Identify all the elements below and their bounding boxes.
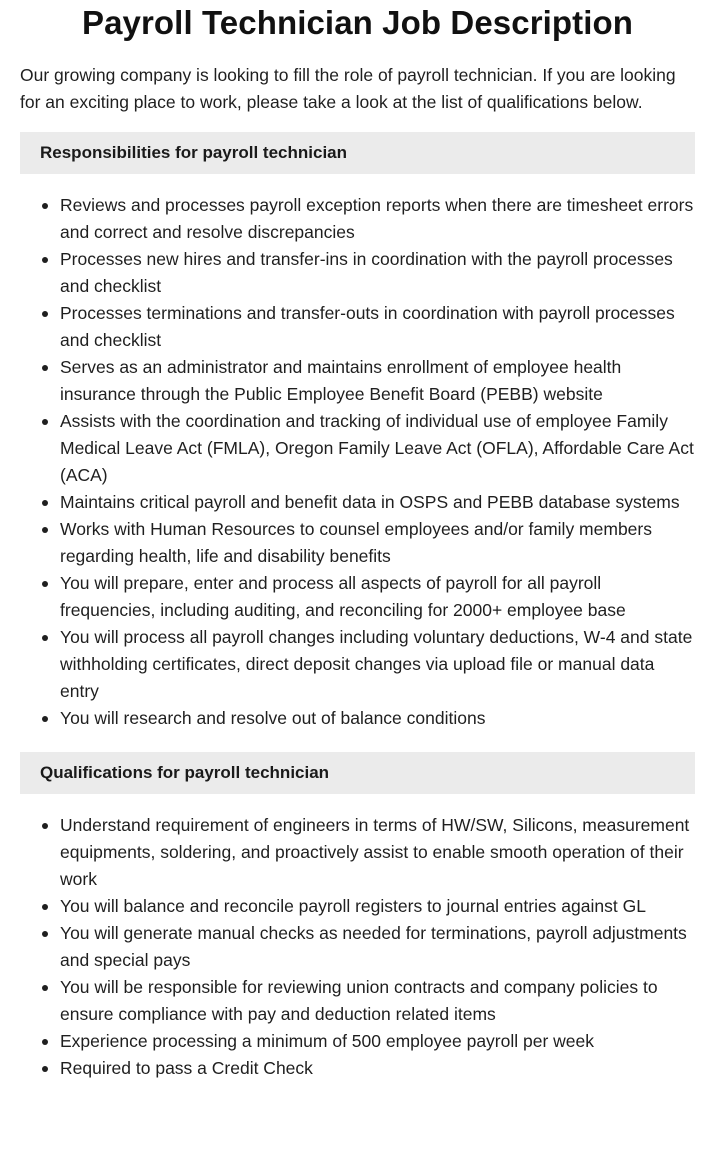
page-title: Payroll Technician Job Description: [81, 4, 634, 41]
list-item: Required to pass a Credit Check: [60, 1055, 695, 1082]
list-item: Maintains critical payroll and benefit data in OSPS and PEBB database systems: [60, 489, 695, 516]
list-item: Serves as an administrator and maintains enrollment of employee health insurance through the Public Employee Benefit Board (PEBB) website: [60, 354, 695, 408]
list-item: Understand requirement of engineers in terms of HW/SW, Silicons, measurement equipments, soldering, and proactively assist to enable smooth operation of their work: [60, 812, 695, 893]
list-item: Processes new hires and transfer-ins in coordination with the payroll processes and checklist: [60, 246, 695, 300]
list-item: You will generate manual checks as needed for terminations, payroll adjustments and special pays: [60, 920, 695, 974]
qualifications-heading: Qualifications for payroll technician: [20, 752, 695, 794]
list-item: Reviews and processes payroll exception reports when there are timesheet errors and correct and resolve discrepancies: [60, 192, 695, 246]
list-item: You will balance and reconcile payroll registers to journal entries against GL: [60, 893, 695, 920]
qualifications-list: [20, 812, 695, 1082]
list-item: You will research and resolve out of balance conditions: [60, 705, 695, 732]
list-item: Processes terminations and transfer-outs in coordination with payroll processes and checklist: [60, 300, 695, 354]
responsibilities-list: [20, 192, 695, 732]
list-item: Assists with the coordination and tracking of individual use of employee Family Medical Leave Act (FMLA), Oregon Family Leave Act (OFLA), Affordable Care Act (ACA): [60, 408, 695, 489]
list-item: Works with Human Resources to counsel employees and/or family members regarding health, life and disability benefits: [60, 516, 695, 570]
list-item: Experience processing a minimum of 500 employee payroll per week: [60, 1028, 695, 1055]
responsibilities-heading: Responsibilities for payroll technician: [20, 132, 695, 174]
intro-paragraph: Our growing company is looking to fill the role of payroll technician. If you are looking for an exciting place to work, please take a look at the list of qualifications below.: [20, 65, 676, 112]
list-item: You will prepare, enter and process all aspects of payroll for all payroll frequencies, including auditing, and reconciling for 2000+ employee base: [60, 570, 695, 624]
list-item: You will process all payroll changes including voluntary deductions, W-4 and state withholding certificates, direct deposit changes via upload file or manual data entry: [60, 624, 695, 705]
list-item: You will be responsible for reviewing union contracts and company policies to ensure compliance with pay and deduction related items: [60, 974, 695, 1028]
